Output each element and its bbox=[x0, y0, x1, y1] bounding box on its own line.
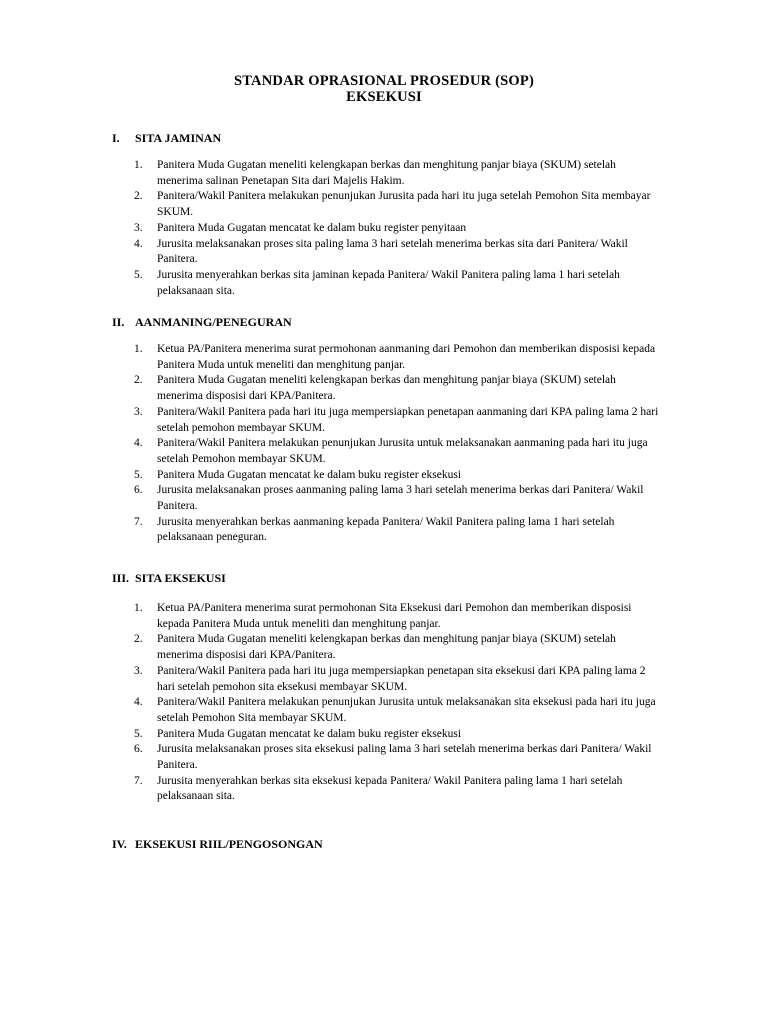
item-number: 1. bbox=[134, 602, 143, 614]
list-item bbox=[134, 695, 664, 726]
section-number: II. bbox=[112, 315, 125, 329]
item-text: Jurusita menyerahkan berkas sita jaminan kepada Panitera/ Wakil Panitera paling lama 1 hari setelah pelaksanaan sita. bbox=[157, 268, 620, 297]
section-list-sita-eksekusi bbox=[134, 601, 664, 805]
item-text: Panitera/Wakil Panitera pada hari itu juga mempersiapkan penetapan aanmaning dari KPA paling lama 2 hari setelah pemohon membayar SKUM. bbox=[157, 405, 659, 434]
item-number: 4. bbox=[134, 696, 143, 709]
list-item bbox=[134, 237, 664, 268]
list-item bbox=[134, 405, 664, 436]
section-heading-aanmaning bbox=[112, 315, 292, 330]
list-item bbox=[134, 774, 664, 805]
list-item bbox=[134, 632, 664, 663]
section-number: I. bbox=[112, 131, 120, 145]
section-title: AANMANING/PENEGURAN bbox=[135, 315, 292, 329]
item-number: 3. bbox=[134, 405, 143, 418]
item-text: Panitera Muda Gugatan meneliti kelengkapan berkas dan menghitung panjar biaya (SKUM) setelah menerima disposisi dari KPA/Panitera. bbox=[157, 374, 616, 403]
list-item bbox=[134, 727, 664, 743]
list-item bbox=[134, 515, 664, 546]
item-text: Panitera Muda Gugatan meneliti kelengkapan berkas dan menghitung panjar biaya (SKUM) setelah menerima disposisi dari KPA/Panitera. bbox=[157, 633, 616, 662]
item-text: Panitera/Wakil Panitera melakukan penunjukan Jurusita untuk melaksanakan sita eksekusi pada hari itu juga setelah Pemohon Sita membayar SKUM. bbox=[157, 696, 656, 724]
list-item bbox=[134, 268, 664, 299]
list-item bbox=[134, 189, 664, 220]
item-text: Ketua PA/Panitera menerima surat permohonan aanmaning dari Pemohon dan memberikan disposisi kepada Panitera Muda untuk meneliti dan menghitung panjar. bbox=[157, 343, 656, 371]
item-text: Panitera/Wakil Panitera pada hari itu juga mempersiapkan penetapan sita eksekusi dari KPA paling lama 2 hari setelah pemohon sita eksekusi membayar SKUM. bbox=[157, 664, 646, 693]
item-number: 1. bbox=[134, 159, 143, 171]
list-item bbox=[134, 601, 664, 632]
item-text: Ketua PA/Panitera menerima surat permohonan Sita Eksekusi dari Pemohon dan memberikan disposisi kepada Panitera Muda untuk meneliti dan menghitung panjar. bbox=[157, 602, 632, 630]
item-text: Jurusita menyerahkan berkas aanmaning kepada Panitera/ Wakil Panitera paling lama 1 hari setelah pelaksanaan peneguran. bbox=[157, 515, 615, 544]
item-text: Panitera Muda Gugatan mencatat ke dalam buku register eksekusi bbox=[157, 468, 462, 481]
list-item bbox=[134, 158, 664, 189]
item-number: 4. bbox=[134, 237, 143, 250]
section-heading-sita-jaminan bbox=[112, 131, 221, 146]
item-number: 7. bbox=[134, 515, 143, 528]
list-item bbox=[134, 664, 664, 695]
section-title: EKSEKUSI RIIL/PENGOSONGAN bbox=[135, 837, 323, 851]
item-number: 5. bbox=[134, 268, 143, 281]
item-number: 2. bbox=[134, 374, 143, 387]
item-text: Jurusita melaksanakan proses sita eksekusi paling lama 3 hari setelah menerima berkas dari Panitera/ Wakil Panitera. bbox=[157, 743, 652, 772]
list-item bbox=[134, 221, 664, 237]
item-text: Panitera Muda Gugatan mencatat ke dalam buku register penyitaan bbox=[157, 221, 467, 234]
section-list-aanmaning bbox=[134, 342, 664, 546]
item-number: 6. bbox=[134, 743, 143, 756]
document-title: STANDAR OPRASIONAL PROSEDUR (SOP) bbox=[234, 73, 534, 89]
document-subtitle: EKSEKUSI bbox=[346, 89, 422, 105]
item-number: 2. bbox=[134, 633, 143, 646]
list-item bbox=[134, 373, 664, 404]
item-number: 1. bbox=[134, 343, 143, 355]
list-item bbox=[134, 468, 664, 484]
item-number: 6. bbox=[134, 484, 143, 497]
list-item bbox=[134, 342, 664, 373]
item-text: Panitera Muda Gugatan mencatat ke dalam buku register eksekusi bbox=[157, 727, 462, 740]
list-item bbox=[134, 436, 664, 467]
item-text: Panitera Muda Gugatan meneliti kelengkapan berkas dan menghitung panjar biaya (SKUM) setelah menerima salinan Penetapan Sita dari Majelis Hakim. bbox=[157, 159, 616, 187]
item-number: 3. bbox=[134, 221, 143, 234]
item-number: 5. bbox=[134, 727, 143, 740]
item-text: Jurusita melaksanakan proses sita paling lama 3 hari setelah menerima berkas sita dari Panitera/ Wakil Panitera. bbox=[157, 237, 628, 266]
section-number: III. bbox=[112, 571, 130, 585]
item-number: 5. bbox=[134, 468, 143, 481]
item-number: 2. bbox=[134, 190, 143, 203]
item-number: 3. bbox=[134, 664, 143, 677]
section-list-sita-jaminan bbox=[134, 158, 664, 299]
list-item bbox=[134, 742, 664, 773]
list-item bbox=[134, 483, 664, 514]
section-title: SITA EKSEKUSI bbox=[135, 571, 226, 585]
item-text: Jurusita menyerahkan berkas sita eksekusi kepada Panitera/ Wakil Panitera paling lama 1 hari setelah pelaksanaan sita. bbox=[157, 774, 623, 803]
item-number: 4. bbox=[134, 437, 143, 450]
section-number: IV. bbox=[112, 837, 127, 851]
item-text: Panitera/Wakil Panitera melakukan penunjukan Jurusita pada hari itu juga setelah Pemohon Sita membayar SKUM. bbox=[157, 190, 651, 219]
section-heading-sita-eksekusi bbox=[112, 571, 226, 586]
section-title: SITA JAMINAN bbox=[135, 131, 222, 145]
section-heading-eksekusi-riil bbox=[112, 837, 323, 852]
item-number: 7. bbox=[134, 774, 143, 787]
item-text: Panitera/Wakil Panitera melakukan penunjukan Jurusita untuk melaksanakan aanmaning pada hari itu juga setelah Pemohon membayar SKUM. bbox=[157, 437, 648, 465]
item-text: Jurusita melaksanakan proses aanmaning paling lama 3 hari setelah menerima berkas dari Panitera/ Wakil Panitera. bbox=[157, 484, 644, 513]
